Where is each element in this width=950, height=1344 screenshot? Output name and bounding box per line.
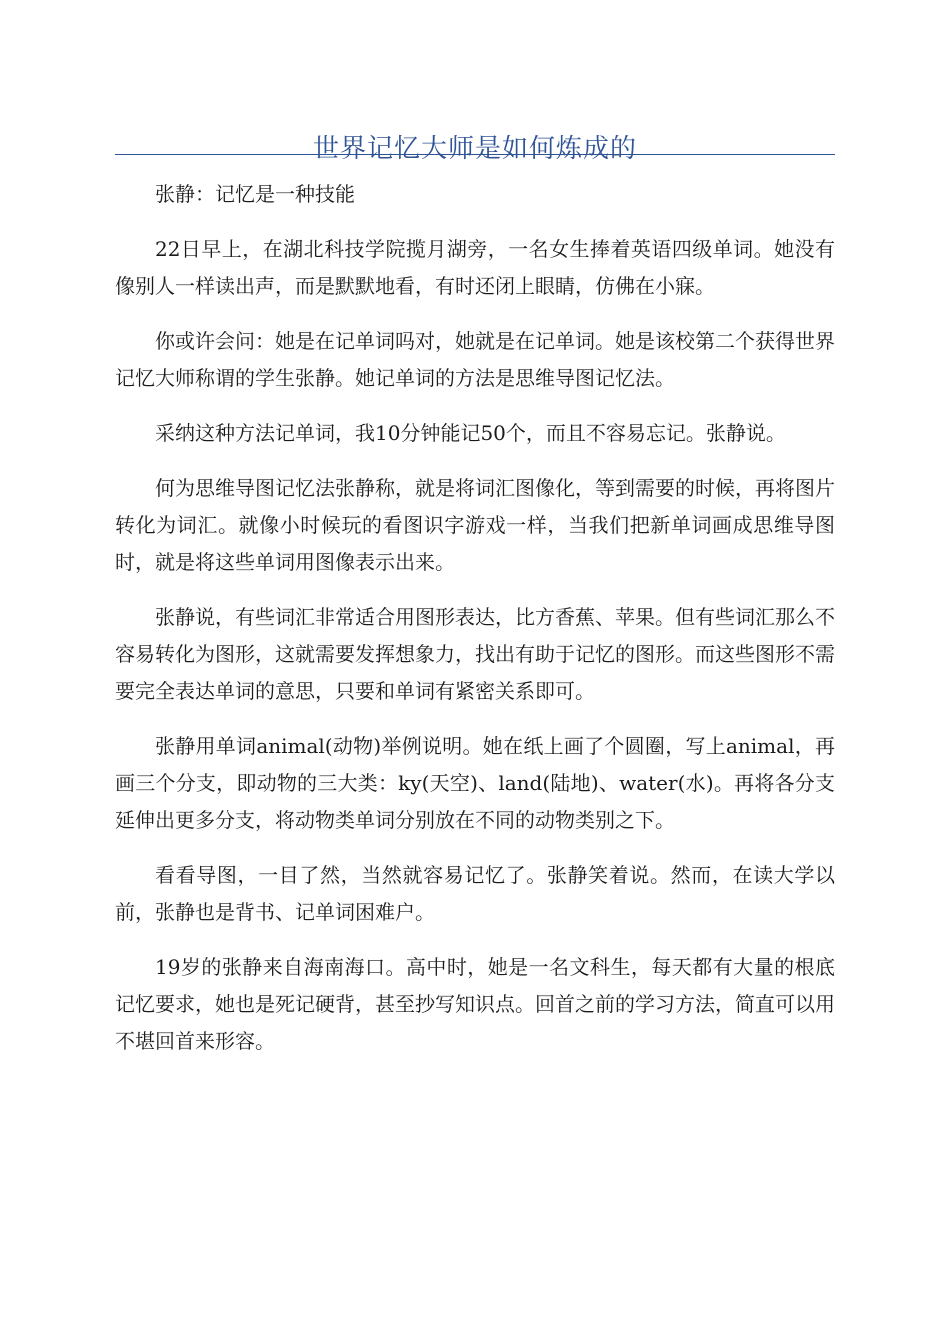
title-underline — [115, 154, 835, 155]
paragraph: 张静说，有些词汇非常适合用图形表达，比方香蕉、苹果。但有些词汇那么不容易转化为图形，这就需要发挥想象力，找出有助于记忆的图形。而这些图形不需要完全表达单词的意思，只要和单词有紧密关系即可。 — [115, 605, 835, 703]
paragraph-subtitle: 张静：记忆是一种技能 — [155, 182, 355, 206]
paragraph: 你或许会问：她是在记单词吗对，她就是在记单词。她是该校第二个获得世界记忆大师称谓的学生张静。她记单词的方法是思维导图记忆法。 — [115, 329, 835, 390]
paragraph: 采纳这种方法记单词，我10分钟能记50个，而且不容易忘记。张静说。 — [155, 421, 786, 445]
paragraph: 何为思维导图记忆法张静称，就是将词汇图像化，等到需要的时候，再将图片转化为词汇。就像小时候玩的看图识字游戏一样，当我们把新单词画成思维导图时，就是将这些单词用图像表示出来。 — [115, 476, 835, 574]
paragraph: 看看导图，一目了然，当然就容易记忆了。张静笑着说。然而，在读大学以前，张静也是背书、记单词困难户。 — [115, 863, 835, 924]
document-body — [115, 176, 835, 1078]
paragraph: 张静用单词animal(动物)举例说明。她在纸上画了个圆圈，写上animal，再画三个分支，即动物的三大类：ky(天空)、land(陆地)、water(水)。再将各分支延伸出更多分支，将动物类单词分别放在不同的动物类别之下。 — [115, 734, 835, 832]
paragraph: 22日早上，在湖北科技学院揽月湖旁，一名女生捧着英语四级单词。她没有像别人一样读出声，而是默默地看，有时还闭上眼睛，仿佛在小寐。 — [115, 237, 835, 298]
paragraph: 19岁的张静来自海南海口。高中时，她是一名文科生，每天都有大量的根底记忆要求，她也是死记硬背，甚至抄写知识点。回首之前的学习方法，简直可以用不堪回首来形容。 — [115, 955, 835, 1053]
document-title: 世界记忆大师是如何炼成的 — [312, 134, 637, 165]
